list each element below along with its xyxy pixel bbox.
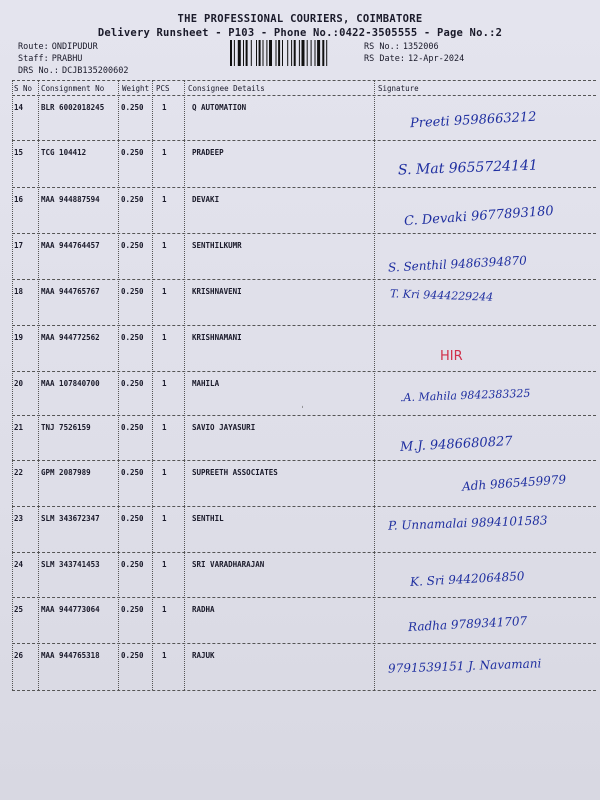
drs-line xyxy=(18,66,128,76)
row-divider xyxy=(12,415,596,416)
row-pcs: 1 xyxy=(162,379,167,388)
row-consignee: PRADEEP xyxy=(192,148,224,157)
row-sno: 25 xyxy=(14,605,24,614)
row-consignment-no: BLR 6002018245 xyxy=(41,103,105,112)
row-consignee: SUPREETH ASSOCIATES xyxy=(192,468,278,477)
row-consignee: MAHILA xyxy=(192,379,220,388)
row-weight: 0.250 xyxy=(121,241,144,250)
row-weight: 0.250 xyxy=(121,103,144,112)
column-divider xyxy=(118,80,119,690)
row-divider xyxy=(12,187,596,188)
row-consignee: SRI VARADHARAJAN xyxy=(192,560,265,569)
row-divider xyxy=(12,279,596,280)
rs-no-line xyxy=(364,42,439,52)
row-weight: 0.250 xyxy=(121,333,144,342)
row-consignment-no: MAA 944773064 xyxy=(41,605,100,614)
row-divider xyxy=(12,597,596,598)
row-pcs: 1 xyxy=(162,514,167,523)
row-weight: 0.250 xyxy=(121,468,144,477)
row-pcs: 1 xyxy=(162,103,167,112)
row-pcs: 1 xyxy=(162,560,167,569)
row-consignment-no: MAA 944887594 xyxy=(41,195,100,204)
runsheet-subtitle: Delivery Runsheet - P103 - Phone No.:0422-3505555 - Page No.:2 xyxy=(97,27,503,39)
row-signature: HIR xyxy=(440,349,463,364)
row-consignment-no: MAA 944765318 xyxy=(41,651,100,660)
row-weight: 0.250 xyxy=(121,287,144,296)
row-pcs: 1 xyxy=(162,287,167,296)
row-sno: 23 xyxy=(14,514,24,523)
route-line xyxy=(18,42,98,52)
row-pcs: 1 xyxy=(162,423,167,432)
row-consignment-no: MAA 107840700 xyxy=(41,379,100,388)
row-signature: S. Mat 9655724141 xyxy=(397,157,539,179)
row-divider xyxy=(12,325,596,326)
row-signature: .A. Mahila 9842383325 xyxy=(399,386,531,405)
company-title: THE PROFESSIONAL COURIERS, COIMBATORE xyxy=(177,13,423,25)
rs-date-value: 12-Apr-2024 xyxy=(407,54,465,64)
row-divider xyxy=(12,690,596,691)
row-divider xyxy=(12,460,596,461)
col-header-sno: S No xyxy=(14,84,33,93)
rs-date-label: RS Date: xyxy=(364,54,405,64)
row-pcs: 1 xyxy=(162,605,167,614)
row-consignee: KRISHNAMANI xyxy=(192,333,242,342)
col-header-consignment: Consignment No xyxy=(41,84,105,93)
row-consignee: DEVAKI xyxy=(192,195,220,204)
staff-line xyxy=(18,54,82,64)
row-consignee: SENTHIL xyxy=(192,514,224,523)
staff-value: PRABHU xyxy=(51,54,83,64)
row-sno: 19 xyxy=(14,333,24,342)
row-sno: 20 xyxy=(14,379,24,388)
row-weight: 0.250 xyxy=(121,651,144,660)
row-consignment-no: TCG 104412 xyxy=(41,148,87,157)
row-sno: 16 xyxy=(14,195,24,204)
row-pcs: 1 xyxy=(162,241,167,250)
row-pcs: 1 xyxy=(162,148,167,157)
row-consignee: KRISHNAVENI xyxy=(192,287,242,296)
row-divider xyxy=(12,140,596,141)
row-divider xyxy=(12,371,596,372)
col-header-weight: Weight xyxy=(122,84,150,93)
row-sno: 18 xyxy=(14,287,24,296)
row-pcs: 1 xyxy=(162,651,167,660)
row-consignment-no: MAA 944765767 xyxy=(41,287,100,296)
rs-no-value: 1352006 xyxy=(402,42,439,52)
row-divider xyxy=(12,233,596,234)
row-divider xyxy=(12,643,596,644)
row-signature: M.J. 9486680827 xyxy=(399,434,513,455)
drs-value: DCJB135200602 xyxy=(61,66,129,76)
row-signature: S. Senthil 9486394870 xyxy=(387,253,528,275)
row-sno: 21 xyxy=(14,423,24,432)
row-signature: 9791539151 J. Navamani xyxy=(387,656,542,676)
row-signature: Radha 9789341707 xyxy=(407,613,528,635)
row-weight: 0.250 xyxy=(121,379,144,388)
rs-date-line xyxy=(364,54,464,64)
route-value: ONDIPUDUR xyxy=(51,42,98,52)
row-signature: Adh 9865459979 xyxy=(461,472,567,494)
row-weight: 0.250 xyxy=(121,605,144,614)
row-sno: 22 xyxy=(14,468,24,477)
row-divider xyxy=(12,95,596,96)
col-header-consignee: Consignee Details xyxy=(188,84,265,93)
row-sno: 17 xyxy=(14,241,24,250)
row-consignment-no: TNJ 7526159 xyxy=(41,423,91,432)
row-weight: 0.250 xyxy=(121,560,144,569)
barcode-image xyxy=(230,40,358,66)
row-consignee: Q AUTOMATION xyxy=(192,103,247,112)
row-signature: C. Devaki 9677893180 xyxy=(403,203,555,230)
row-consignment-no: MAA 944764457 xyxy=(41,241,100,250)
row-divider xyxy=(12,80,596,81)
row-pcs: 1 xyxy=(162,468,167,477)
column-divider xyxy=(38,80,39,690)
row-consignee: RAJUK xyxy=(192,651,215,660)
col-header-pcs: PCS xyxy=(156,84,170,93)
row-divider xyxy=(12,552,596,553)
column-divider xyxy=(184,80,185,690)
row-sno: 14 xyxy=(14,103,24,112)
drs-label: DRS No.: xyxy=(18,66,59,76)
row-consignee: SAVIO JAYASURI xyxy=(192,423,256,432)
row-signature: T. Kri 9444229244 xyxy=(389,287,494,304)
row-signature: K. Sri 9442064850 xyxy=(409,569,525,589)
rs-no-label: RS No.: xyxy=(364,42,400,52)
column-divider xyxy=(152,80,153,690)
row-weight: 0.250 xyxy=(121,514,144,523)
route-label: Route: xyxy=(18,42,49,52)
column-divider xyxy=(374,80,375,690)
column-divider xyxy=(12,80,13,690)
staff-label: Staff: xyxy=(18,54,49,64)
row-signature: P. Unnamalai 9894101583 xyxy=(387,513,548,533)
row-pcs: 1 xyxy=(162,195,167,204)
col-header-signature: Signature xyxy=(378,84,419,93)
row-consignment-no: GPM 2087989 xyxy=(41,468,91,477)
row-weight: 0.250 xyxy=(121,148,144,157)
row-weight: 0.250 xyxy=(121,195,144,204)
page-mark: ˈ xyxy=(300,405,305,414)
row-consignment-no: MAA 944772562 xyxy=(41,333,100,342)
row-sno: 15 xyxy=(14,148,24,157)
row-sno: 26 xyxy=(14,651,24,660)
row-consignee: SENTHILKUMR xyxy=(192,241,242,250)
row-consignment-no: SLM 343672347 xyxy=(41,514,100,523)
row-sno: 24 xyxy=(14,560,24,569)
row-pcs: 1 xyxy=(162,333,167,342)
row-consignee: RADHA xyxy=(192,605,215,614)
row-consignment-no: SLM 343741453 xyxy=(41,560,100,569)
row-signature: Preeti 9598663212 xyxy=(409,109,537,132)
row-divider xyxy=(12,506,596,507)
row-weight: 0.250 xyxy=(121,423,144,432)
